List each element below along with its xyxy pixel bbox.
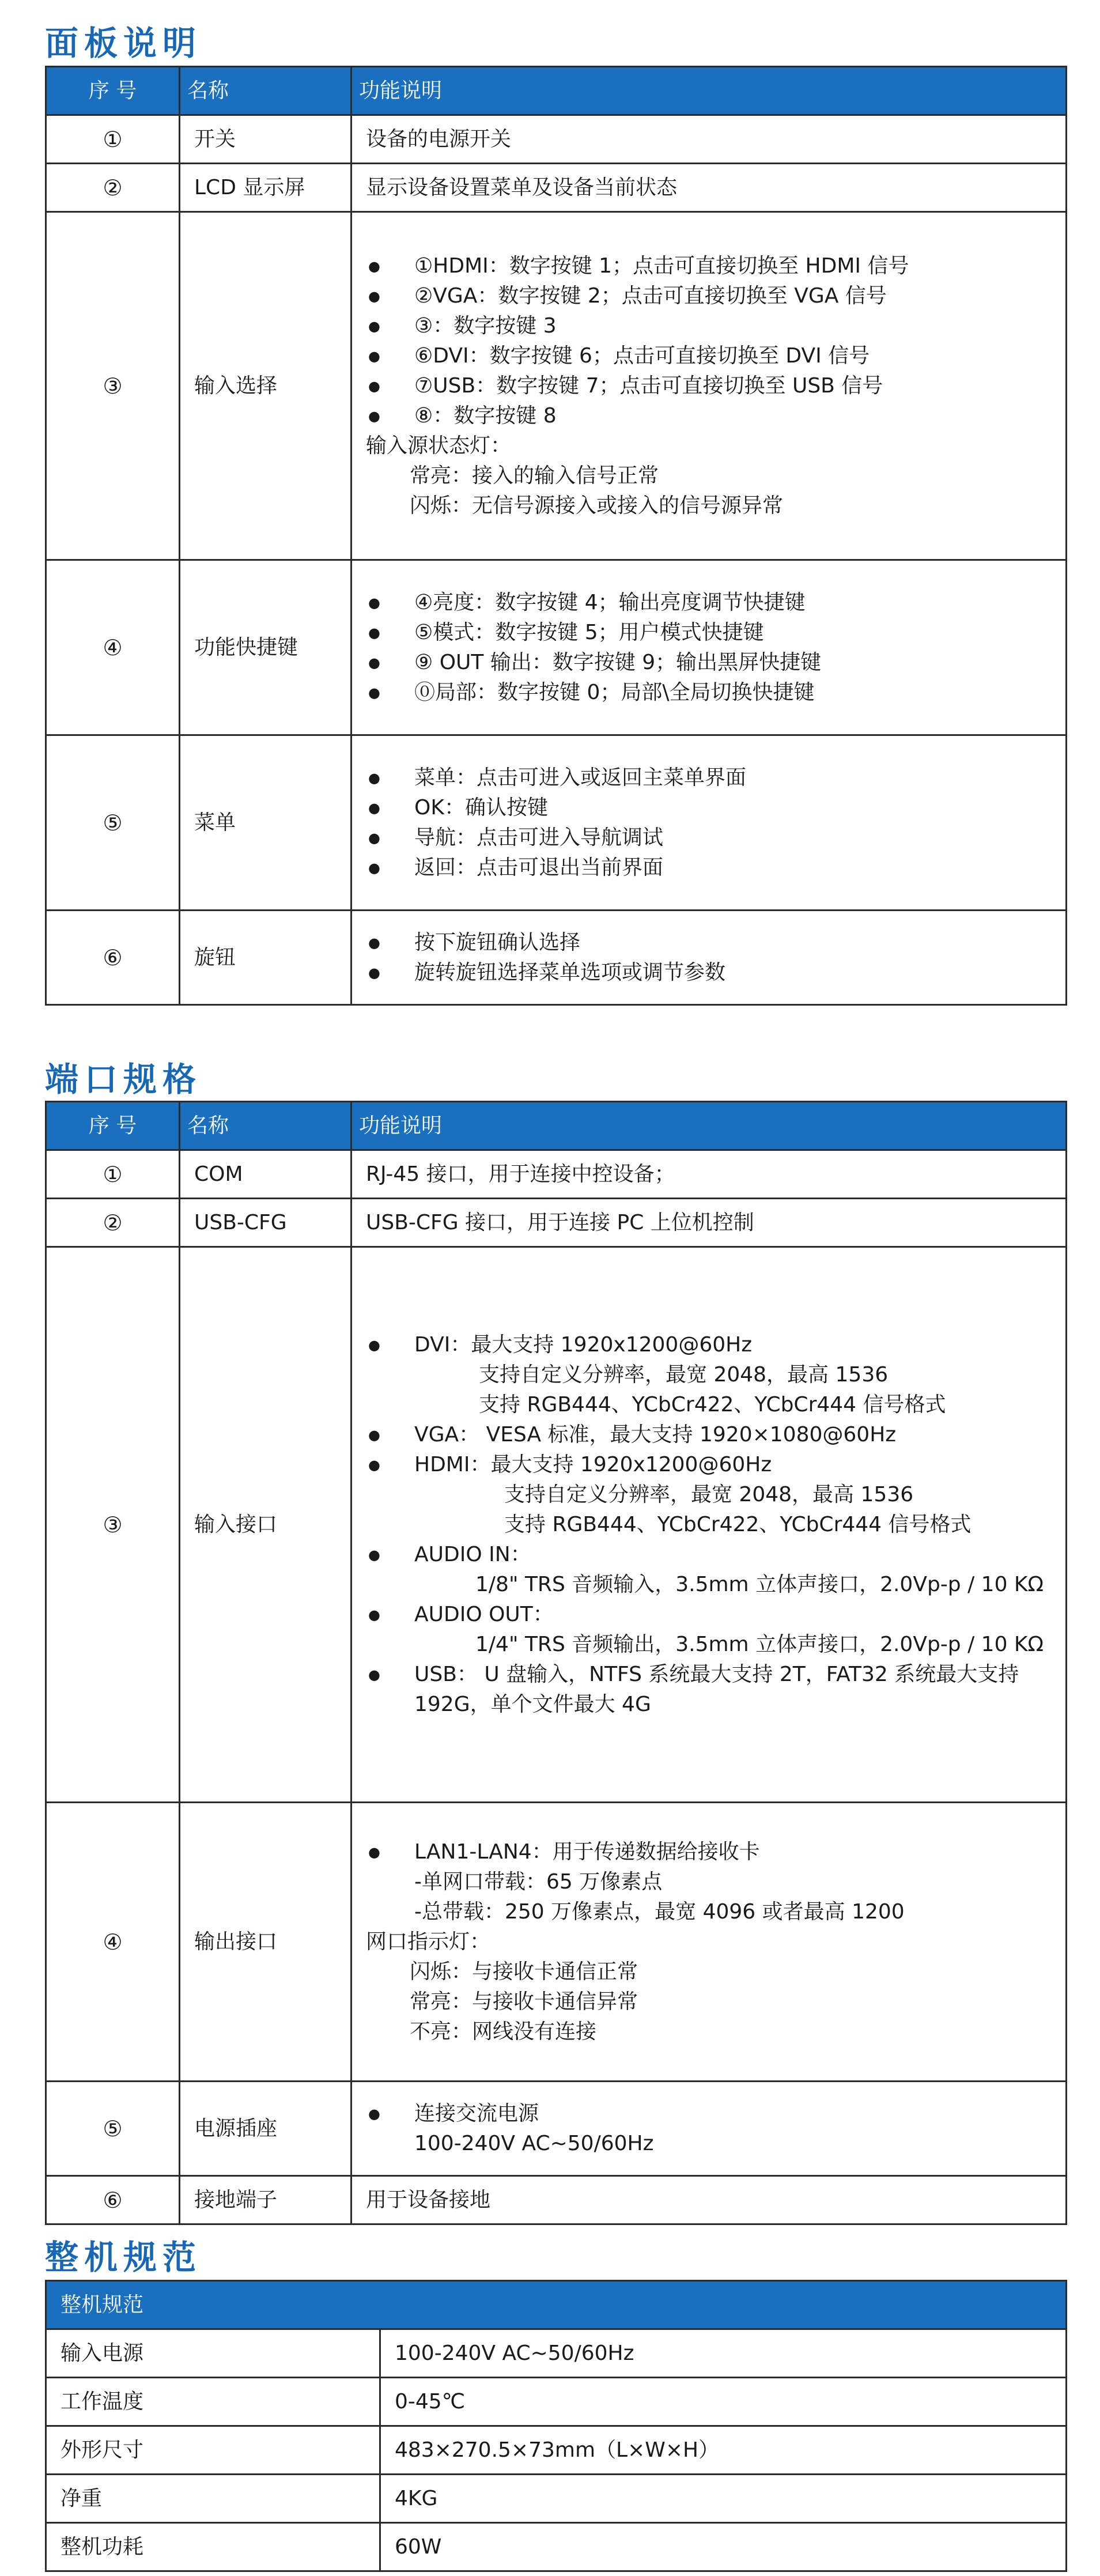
bullet-item: ● ⑦USB：数字按键 7；点击可直接切换至 USB 信号	[366, 371, 1054, 401]
header-function: 功能说明	[351, 1102, 1067, 1150]
row-number: ①	[46, 115, 180, 164]
description-line: 显示设备设置菜单及设备当前状态	[366, 175, 678, 199]
row-number: ②	[46, 1199, 180, 1247]
row-description	[351, 735, 1067, 911]
spec-row	[46, 2523, 1067, 2571]
bullet-item: ● ⑥DVI：数字按键 6；点击可直接切换至 DVI 信号	[366, 341, 1054, 371]
description-line: 支持 RGB444、YCbCr422、YCbCr444 信号格式	[504, 1512, 972, 1536]
row-name: USB-CFG	[180, 1199, 351, 1247]
bullet-item: ● 导航：点击可进入导航调试	[366, 823, 1054, 853]
table-row	[46, 1199, 1067, 1247]
row-name: 输入选择	[180, 212, 351, 560]
table-row	[46, 1247, 1067, 1803]
row-name: 旋钮	[180, 911, 351, 1005]
spec-key: 输入电源	[46, 2329, 380, 2378]
row-number: ②	[46, 164, 180, 212]
description-line: 100-240V AC~50/60Hz	[414, 2131, 654, 2155]
description-line: 不亮：网线没有连接	[410, 2019, 597, 2044]
bullet-item: ● ②VGA：数字按键 2；点击可直接切换至 VGA 信号	[366, 281, 1054, 311]
ports-table	[45, 1101, 1067, 2225]
description-line: 闪烁：无信号源接入或接入的信号源异常	[410, 493, 784, 518]
bullet-item: ● ⑨ OUT 输出：数字按键 9；输出黑屏快捷键	[366, 648, 1054, 678]
table-row	[46, 115, 1067, 164]
bullet-item: ● 返回：点击可退出当前界面	[366, 853, 1054, 883]
row-description	[351, 1803, 1067, 2082]
bullet-item: ● DVI：最大支持 1920x1200@60Hz	[366, 1330, 1054, 1360]
row-name: 电源插座	[180, 2082, 351, 2176]
description-line: 1/4" TRS 音频输出，3.5mm 立体声接口，2.0Vp-p / 10 KΩ	[475, 1632, 1044, 1656]
row-name: 输入接口	[180, 1247, 351, 1803]
header-no: 序 号	[46, 1102, 180, 1150]
description-line: 设备的电源开关	[366, 127, 512, 151]
row-name: 菜单	[180, 735, 351, 911]
bullet-item: ● AUDIO IN：	[366, 1540, 1054, 1570]
row-number: ④	[46, 1803, 180, 2082]
header-name: 名称	[180, 67, 351, 115]
spec-row	[46, 2475, 1067, 2523]
row-description	[351, 115, 1067, 164]
spec-key: 净重	[46, 2475, 380, 2523]
spec-value: 60W	[380, 2523, 1067, 2571]
header-no: 序 号	[46, 67, 180, 115]
spec-value: 0-45℃	[380, 2378, 1067, 2426]
panel-section-title: 面板说明	[45, 24, 202, 63]
row-description	[351, 2176, 1067, 2224]
ports-body	[46, 1150, 1067, 2224]
table-row	[46, 164, 1067, 212]
row-description	[351, 212, 1067, 560]
row-description	[351, 1247, 1067, 1803]
row-number: ①	[46, 1150, 180, 1199]
row-description	[351, 911, 1067, 1005]
bullet-item: ● ③：数字按键 3	[366, 311, 1054, 341]
panel-body	[46, 115, 1067, 1005]
row-description	[351, 164, 1067, 212]
bullet-item: ● 菜单：点击可进入或返回主菜单界面	[366, 763, 1054, 793]
spec-key: 工作温度	[46, 2378, 380, 2426]
row-name: 输出接口	[180, 1803, 351, 2082]
description-line: 常亮：接入的输入信号正常	[410, 463, 659, 488]
row-number: ⑤	[46, 2082, 180, 2176]
bullet-item: ● ⑤模式：数字按键 5；用户模式快捷键	[366, 618, 1054, 648]
spec-row	[46, 2329, 1067, 2378]
description-line: USB-CFG 接口，用于连接 PC 上位机控制	[366, 1210, 754, 1234]
bullet-item: ● ⓪局部：数字按键 0；局部\全局切换快捷键	[366, 678, 1054, 708]
bullet-item: ● LAN1-LAN4：用于传递数据给接收卡	[366, 1837, 1054, 1867]
table-row	[46, 560, 1067, 735]
header-name: 名称	[180, 1102, 351, 1150]
header-function: 功能说明	[351, 67, 1067, 115]
row-description	[351, 1199, 1067, 1247]
bullet-item: ● USB： U 盘输入，NTFS 系统最大支持 2T，FAT32 系统最大支持	[366, 1660, 1054, 1690]
bullet-item: ● AUDIO OUT：	[366, 1600, 1054, 1630]
description-line: 支持自定义分辨率，最宽 2048，最高 1536	[479, 1362, 889, 1387]
table-row	[46, 1150, 1067, 1199]
description-line: -单网口带载：65 万像素点	[414, 1869, 663, 1894]
description-line: 支持 RGB444、YCbCr422、YCbCr444 信号格式	[479, 1392, 946, 1417]
spec-value: 100-240V AC~50/60Hz	[380, 2329, 1067, 2378]
description-line: -总带载：250 万像素点，最宽 4096 或者最高 1200	[414, 1899, 905, 1924]
table-row	[46, 212, 1067, 560]
row-name: 开关	[180, 115, 351, 164]
description-line: 常亮：与接收卡通信异常	[410, 1989, 638, 2014]
description-line: 网口指示灯：	[366, 1929, 491, 1954]
bullet-item: ● 按下旋钮确认选择	[366, 928, 1054, 958]
ports-section-title: 端口规格	[45, 1060, 202, 1099]
row-description	[351, 560, 1067, 735]
table-row	[46, 1803, 1067, 2082]
row-name: LCD 显示屏	[180, 164, 351, 212]
ports-header-row	[46, 1102, 1067, 1150]
spec-key: 整机功耗	[46, 2523, 380, 2571]
specs-header: 整机规范	[46, 2281, 1067, 2329]
description-line: 用于设备接地	[366, 2188, 491, 2212]
bullet-item: ● VGA： VESA 标准，最大支持 1920×1080@60Hz	[366, 1420, 1054, 1450]
description-line: RJ-45 接口，用于连接中控设备；	[366, 1162, 675, 1186]
row-number: ④	[46, 560, 180, 735]
bullet-item: ● ④亮度：数字按键 4；输出亮度调节快捷键	[366, 588, 1054, 618]
row-number: ⑤	[46, 735, 180, 911]
spec-row	[46, 2426, 1067, 2475]
table-row	[46, 2082, 1067, 2176]
bullet-item: ● ⑧：数字按键 8	[366, 401, 1054, 431]
row-number: ⑥	[46, 911, 180, 1005]
description-line: 1/8" TRS 音频输入，3.5mm 立体声接口，2.0Vp-p / 10 KΩ	[475, 1572, 1044, 1596]
bullet-item: ● HDMI：最大支持 1920x1200@60Hz	[366, 1450, 1054, 1480]
spec-value: 483×270.5×73mm（L×W×H）	[380, 2426, 1067, 2475]
bullet-item: ● 旋转旋钮选择菜单选项或调节参数	[366, 958, 1054, 988]
specs-header-row	[46, 2281, 1067, 2329]
specs-body	[46, 2281, 1067, 2571]
row-number: ⑥	[46, 2176, 180, 2224]
bullet-item: ● 连接交流电源	[366, 2099, 1054, 2129]
table-row	[46, 911, 1067, 1005]
panel-table	[45, 66, 1067, 1006]
panel-header-row	[46, 67, 1067, 115]
row-name: COM	[180, 1150, 351, 1199]
specs-table	[45, 2280, 1067, 2572]
row-description	[351, 2082, 1067, 2176]
description-line: 192G，单个文件最大 4G	[414, 1692, 651, 1716]
bullet-item: ● OK：确认按键	[366, 793, 1054, 823]
row-name: 功能快捷键	[180, 560, 351, 735]
row-name: 接地端子	[180, 2176, 351, 2224]
row-description	[351, 1150, 1067, 1199]
description-line: 闪烁：与接收卡通信正常	[410, 1959, 638, 1984]
table-row	[46, 2176, 1067, 2224]
table-row	[46, 735, 1067, 911]
row-number: ③	[46, 212, 180, 560]
spec-value: 4KG	[380, 2475, 1067, 2523]
description-line: 支持自定义分辨率，最宽 2048，最高 1536	[504, 1482, 914, 1506]
row-number: ③	[46, 1247, 180, 1803]
specs-section-title: 整机规范	[45, 2238, 202, 2277]
description-line: 输入源状态灯：	[366, 433, 512, 458]
spec-key: 外形尺寸	[46, 2426, 380, 2475]
spec-row	[46, 2378, 1067, 2426]
bullet-item: ● ①HDMI：数字按键 1；点击可直接切换至 HDMI 信号	[366, 251, 1054, 281]
